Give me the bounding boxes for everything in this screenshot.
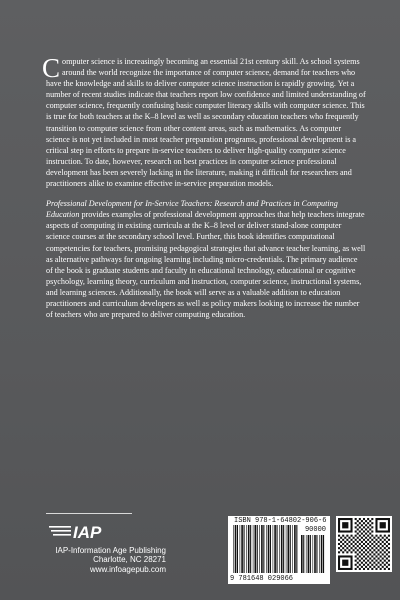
paragraph-2-text: provides examples of professional development approaches that help teachers integrate aspects of computing in existing curricula at the K–8 level or deliver stand-alone computer science courses at the secondary school level. Further, this book identifies computational competencies for teachers, promising pedagogical strategies that advance teacher learning, as well as alternative pathways for ongoing learning including micro-credentials. The primary audience of the book is graduate students and faculty in educational technology, educational or cognitive psychology, learning theory, curriculum and instruction, computer science, instructional systems, and learning sciences. Additionally, the book will serve as a valuable addition to education practitioners and curriculum developers as well as policy makers looking to increase the number of teachers who are prepared to deliver computing education. [46, 210, 366, 320]
blurb-paragraph-2 [46, 198, 366, 320]
price-addon-bars [300, 535, 326, 573]
isbn-barcode [228, 516, 330, 584]
publisher-url: www.infoagepub.com [89, 564, 166, 574]
publisher-info [46, 546, 166, 574]
blurb-text [42, 53, 366, 329]
price-code: 90000 [304, 526, 326, 534]
barcode-bars [232, 525, 298, 573]
ean-digits: 9 781648 029066 [230, 575, 294, 583]
book-title: Professional Development for In-Service Teachers: Research and Practices in Computing Education [46, 199, 338, 220]
paragraph-1-text: omputer science is increasingly becoming an essential 21st century skill. As school systems around the world recognize the importance of computer science, demand for teachers who have the knowledge and skills to deliver computer science instruction is rapidly growing. Yet a number of recent studies indicate that teachers report low confidence and limited understanding of computer science, frequently confusing basic computer literacy skills with computer science. This is true for both teachers at the K–8 level as well as secondary education teachers who frequently transition to computer science from other content areas, such as mathematics. As computer science is not yet included in most teacher preparation programs, professional development is a critical step in efforts to prepare in-service teachers to deliver high-quality computer science instruction. To date, however, research on best practices in computer science professional development has been severely lacking in the literature, making it difficult for researchers and practitioners alike to examine effective in-service preparation models. [46, 57, 366, 189]
logo-divider [46, 513, 132, 514]
drop-cap: C [42, 53, 61, 83]
qr-code-icon [336, 516, 392, 572]
iap-logo-text: IAP [73, 523, 102, 542]
publisher-city: Charlotte, NC 28271 [93, 555, 166, 565]
blurb-paragraph-1 [42, 53, 366, 189]
isbn-text: ISBN 978-1-64802-906-6 [234, 517, 327, 525]
publisher-name: IAP-Information Age Publishing [55, 546, 166, 555]
iap-logo-icon [47, 520, 133, 542]
